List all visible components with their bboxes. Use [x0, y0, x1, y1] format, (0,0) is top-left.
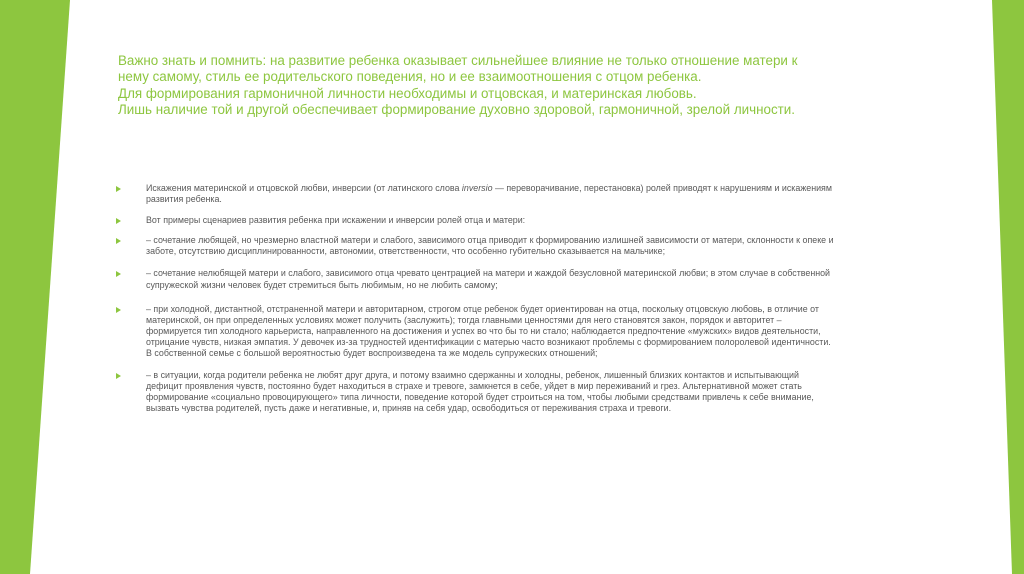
bullet-text: – сочетание нелюбящей матери и слабого, зависимого отца чревато центрацией на матери и жаждой безусловной материнской любви; в этом случае в собственной супружеской жизни человек будет стремиться быть любимым, но не любить самому; — [146, 268, 831, 290]
bullet-text — [146, 183, 832, 204]
triangle-bullet-icon — [116, 271, 121, 277]
triangle-bullet-icon — [116, 373, 121, 379]
bullet-item — [116, 268, 836, 290]
bullet-list — [116, 183, 836, 415]
bullet-text: – сочетание любящей, но чрезмерно властной матери и слабого, зависимого отца приводит к формированию излишней зависимости от матери, склонности к опеке и заботе, отсутствию дисциплинированности, автономии, ответственности, что особенно губительно сказывается на мальчике; — [146, 235, 834, 257]
bullet-item — [116, 215, 836, 226]
bullet-text-italic: inversio — [461, 183, 493, 193]
triangle-bullet-icon — [116, 186, 121, 192]
title-line-1: Важно знать и помнить: на развитие ребенка оказывает сильнейшее влияние не только отношение матери к нему самому, стиль ее родительского поведения, но и ее взаимоотношения с отцом ребенка. — [118, 53, 798, 85]
triangle-bullet-icon — [116, 218, 121, 224]
triangle-bullet-icon — [116, 238, 121, 244]
bullet-text: – в ситуации, когда родители ребенка не любят друг друга, и потому взаимно сдержанны и холодны, ребенок, лишенный близких контактов и испытывающий дефицит проявления чувств, постоянно будет находиться в страхе и тревоге, замкнется в себе, уйдет в мир переживаний и грез. Альтернативной может стать формирование «социально провоцирующего» типа личности, поведение которой будет строиться на том, чтобы любыми средствами привлечь к себе внимание, вызвать чувства родителей, пусть даже и негативные, и, приняв на себя удар, освободиться от переживания страха и тревоги. — [146, 370, 814, 414]
bullet-item — [116, 370, 836, 414]
bullet-text-part: Искажения материнской и отцовской любви, инверсии (от латинского слова — [146, 183, 462, 193]
bullet-item — [116, 235, 836, 257]
title-line-3: Лишь наличие той и другой обеспечивает формирование духовно здоровой, гармоничной, зрелой личности. — [118, 101, 795, 117]
title-line-2: Для формирования гармоничной личности необходимы и отцовская, и материнская любовь. — [118, 85, 697, 101]
right-accent-stripe — [984, 0, 1024, 574]
bullet-text-part: — переворачивание, перестановка) ролей приводят к нарушениям и искажениям развития ребенка. — [146, 183, 832, 205]
bullet-text: – при холодной, дистантной, отстраненной матери и авторитарном, строгом отце ребенок будет ориентирован на отца, поскольку отцовскую любовь, в отличие от материнской, он при определенных условиях может получить (заслужить); тогда главными ценностями для него становятся закон, порядок и авторитет – формируется тип холодного карьериста, направленного на достижения и успех во что бы то ни стало; наблюдается предпочтение «мужских» видов деятельности, отрицание чувств, низкая эмпатия. У девочек из-за трудностей идентификации с матерью часто возникают проблемы с формированием полоролевой идентичности. В собственной семье с большой вероятностью будет воспроизведена та же модель супружеских отношений; — [146, 303, 831, 359]
bullet-item — [116, 183, 836, 205]
bullet-text: Вот примеры сценариев развития ребенка при искажении и инверсии ролей отца и матери: — [146, 215, 526, 226]
triangle-bullet-icon — [116, 307, 121, 313]
left-accent-stripe — [0, 0, 70, 574]
bullet-item — [116, 304, 836, 359]
slide-title — [118, 53, 828, 118]
